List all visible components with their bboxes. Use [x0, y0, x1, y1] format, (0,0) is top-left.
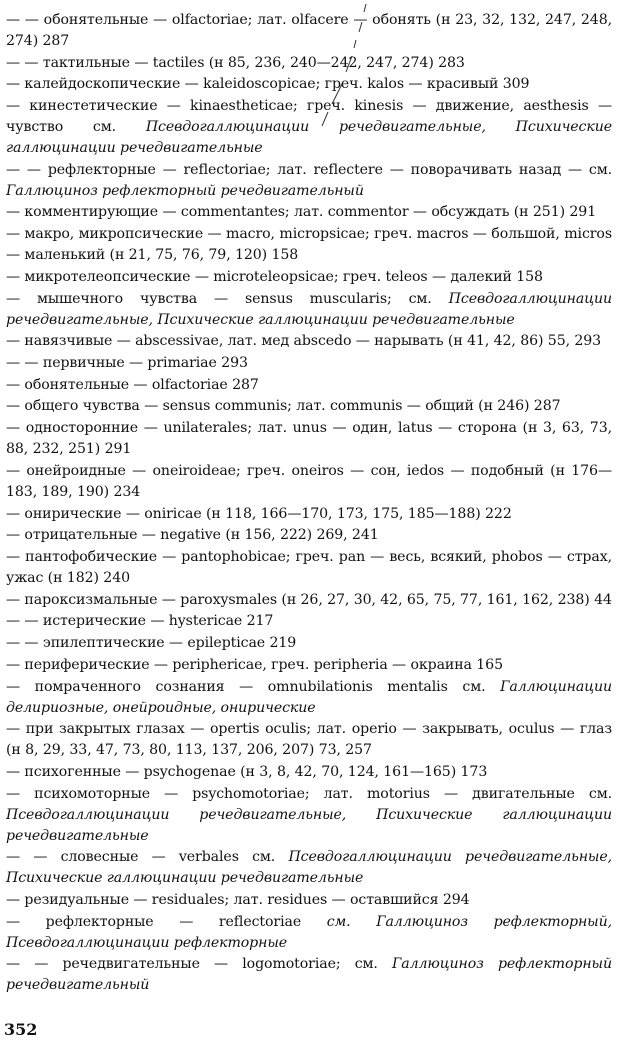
index-entry: — отрицательные — negative (н 156, 222) 269, 241 [6, 527, 379, 544]
index-entry: — обонятельные — olfactoriae 287 [6, 376, 259, 393]
index-entry: — калейдоскопические — kaleidoscopicae; греч. kalos — красивый 309 [6, 76, 530, 93]
index-entry: — комментирующие — commentantes; лат. commentor — обсуждать (н 251) 291 [6, 204, 597, 221]
index-entry: — общего чувства — sensus communis; лат. communis — общий (н 246) 287 [6, 398, 561, 415]
index-entry: — — первичные — primariae 293 [6, 354, 248, 371]
index-entry: — — эпилептические — epilepticae 219 [6, 635, 297, 652]
index-entry: — навязчивые — abscessivae, лат. мед abscedo — нарывать (н 41, 42, 86) 55, 293 [6, 333, 602, 350]
index-entry: — — истерические — hystericae 217 [6, 613, 274, 630]
index-entry: — микротелеопсические — microteleopsicae; греч. teleos — далекий 158 [6, 268, 543, 285]
index-entry: — пароксизмальные — paroxysmales (н 26, 27, 30, 42, 65, 75, 77, 161, 162, 238) 44 [6, 591, 612, 608]
index-entry: — — тактильные — tactiles (н 85, 236, 240—242, 247, 274) 283 [6, 54, 465, 71]
index-entry: — кинестетические — kinaestheticae; греч. kinesis — движение, aesthesis — чувство см. Псевдогаллюцинации речедвигательные, Психические галлюцинации речедвигательные [6, 98, 612, 157]
index-entry: — резидуальные — residuales; лат. residues — оставшийся 294 [6, 891, 470, 908]
index-entry: — пантофобические — pantophobicae; греч. pan — весь, всякий, phobos — страх, ужас (н 182) 240 [6, 548, 612, 586]
page-number: 352 [4, 1020, 38, 1039]
index-entry: — помраченного сознания — omnubilationis mentalis см. Галлюцинации делириозные, онейроидные, онирические [6, 678, 612, 716]
index-entry: — односторонние — unilaterales; лат. unus — один, latus — сторона (н 3, 63, 73, 88, 232, 251) 291 [6, 420, 612, 458]
index-entry: — онирические — oniricae (н 118, 166—170, 173, 175, 185—188) 222 [6, 505, 512, 522]
index-entry: — при закрытых глазах — opertis oculis; лат. operio — закрывать, oculus — глаз (н 8, 29, 33, 47, 73, 80, 113, 137, 206, 207) 73, 257 [6, 721, 612, 759]
index-entry: — мышечного чувства — sensus muscularis; см. Псевдогаллюцинации речедвигательные, Психические галлюцинации речедвигательные [6, 290, 612, 328]
index-entry: — — словесные — verbales см. Псевдогаллюцинации речедвигательные, Психические галлюцинации речедвигательные [6, 849, 612, 887]
index-entry: — онейроидные — oneiroideae; греч. oneiros — сон, iedos — подобный (н 176—183, 189, 190) 234 [6, 462, 612, 500]
index-entry: — периферические — periphericae, греч. peripheria — окраина 165 [6, 656, 503, 673]
index-entry: — — рефлекторные — reflectoriae; лат. reflectere — поворачивать назад — см. Галлюциноз рефлекторный речедвигательный [6, 161, 612, 199]
index-entry: — психогенные — psychogenae (н 3, 8, 42, 70, 124, 161—165) 173 [6, 763, 488, 780]
index-entry-list [6, 10, 612, 997]
index-entry: — — речедвигательные — logomotoriae; см. Галлюциноз рефлекторный речедвигательный [6, 956, 612, 994]
index-entry: — макро, микропсические — macro, micropsicae; греч. macros — большой, micros — маленький (н 21, 75, 76, 79, 120) 158 [6, 226, 612, 264]
index-entry: — рефлекторные — reflectoriae см. Галлюциноз рефлекторный, Псевдогаллюцинации рефлекторные [6, 913, 612, 951]
index-entry: — — обонятельные — olfactoriae; лат. olfacere — обонять (н 23, 32, 132, 247, 248, 274) 287 [6, 12, 612, 49]
index-entry: — психомоторные — psychomotoriae; лат. motorius — двигательные см. Псевдогаллюцинации речедвигательные, Психические галлюцинации речедвигательные [6, 785, 612, 844]
